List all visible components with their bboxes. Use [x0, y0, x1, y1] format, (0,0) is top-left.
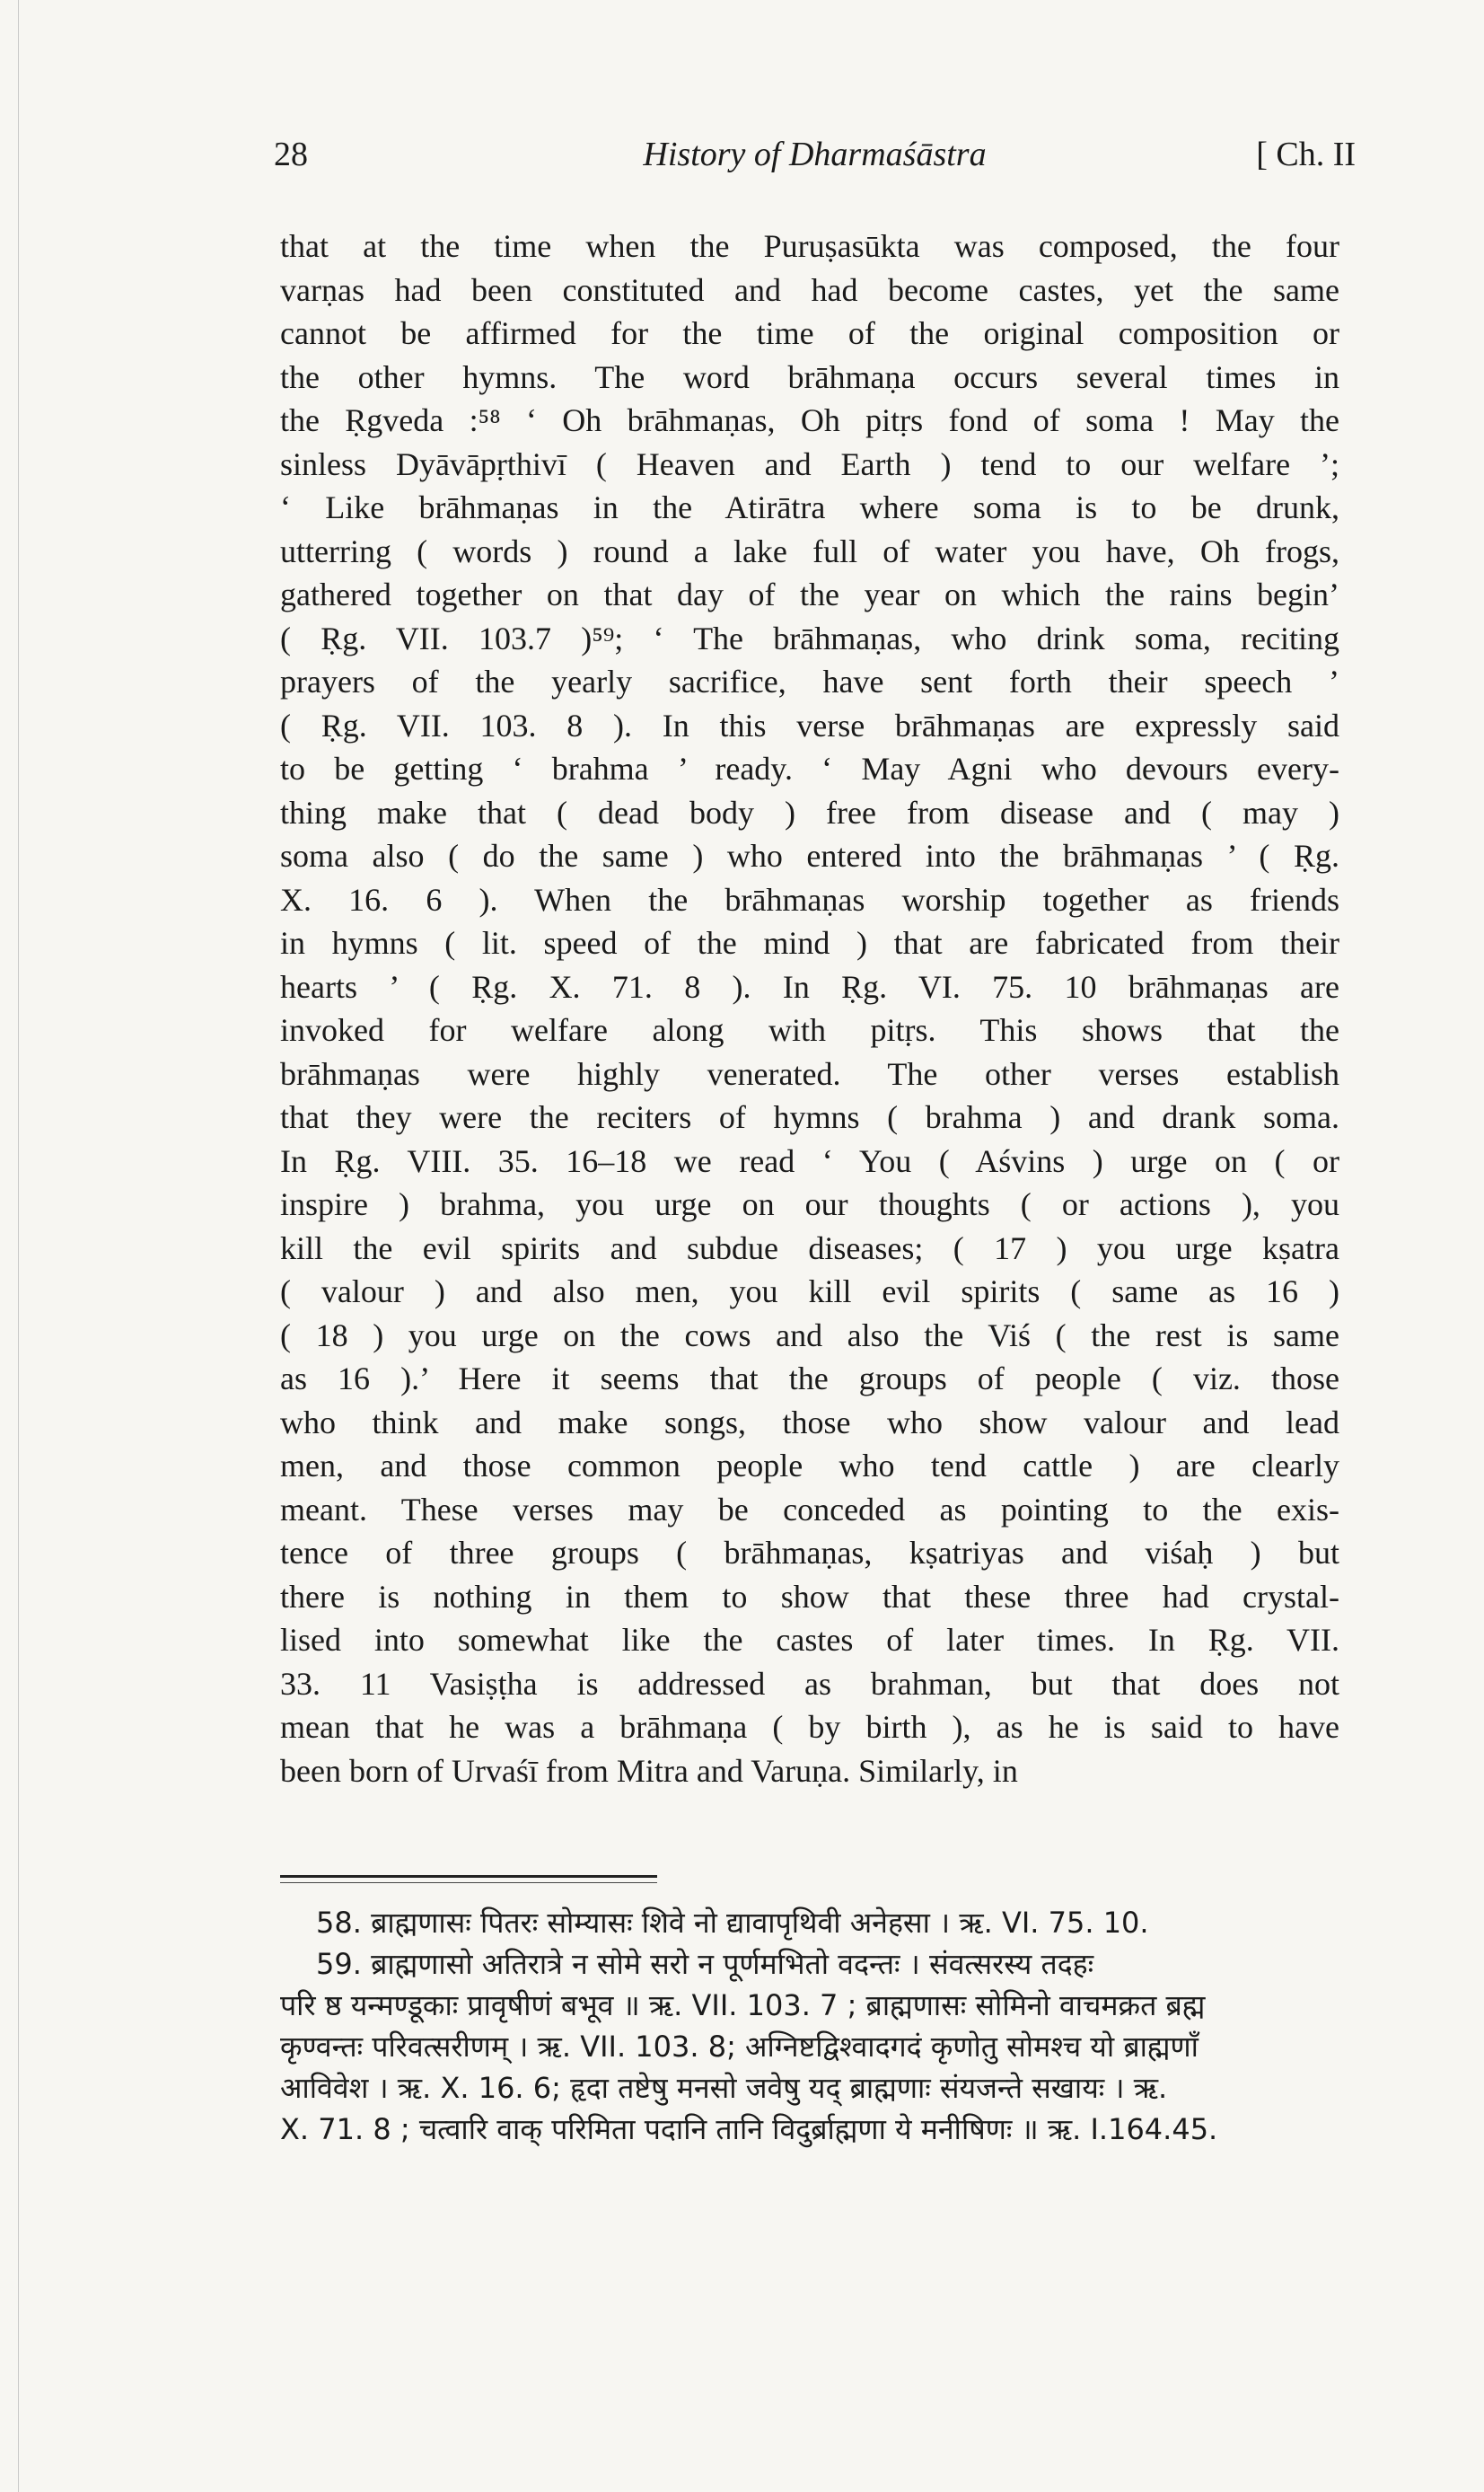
page-header: [274, 135, 1356, 189]
body-line: soma also ( do the same ) who entered into the brāhmaṇas ’ ( Ṛg.: [280, 838, 1339, 874]
body-line: gathered together on that day of the year on which the rains begin’: [280, 577, 1339, 612]
body-line: the other hymns. The word brāhmaṇa occurs several times in: [280, 358, 1339, 395]
body-line: been born of Urvaśī from Mitra and Varuṇa. Similarly, in: [280, 1752, 1018, 1789]
footnote-line: कृण्वन्तः परिवत्सरीणम् । ऋ. VII. 103. 8; अग्निष्टद्विश्वादगदं कृणोतु सोमश्च यो ब्राह्मणाँ: [280, 2030, 1199, 2064]
page-edge-line: [18, 0, 19, 2492]
footnote-line: X. 71. 8 ; चत्वारि वाक् परिमिता पदानि तानि विदुर्ब्राह्मणा ये मनीषिणः ॥ ऋ. I.164.45.: [280, 2112, 1218, 2146]
body-line: ( valour ) and also men, you kill evil spirits ( same as 16 ): [280, 1273, 1339, 1309]
body-line: who think and make songs, those who show valour and lead: [280, 1404, 1339, 1440]
running-title: History of Dharmaśāstra: [643, 136, 987, 173]
footnote-58: 58. ब्राह्मणासः पितरः सोम्यासः शिवे नो द्यावापृथिवी अनेहसा । ऋ. VI. 75. 10.: [316, 1906, 1149, 1940]
body-line: ( Ṛg. VII. 103.7 )⁵⁹; ‘ The brāhmaṇas, who drink soma, reciting: [280, 620, 1339, 656]
body-line: invoked for welfare along with pitṛs. This shows that the: [280, 1012, 1339, 1048]
body-line: to be getting ‘ brahma ’ ready. ‘ May Agni who devours every-: [280, 751, 1339, 787]
footnote-rule: [280, 1875, 657, 1878]
body-line: there is nothing in them to show that these three had crystal-: [280, 1578, 1339, 1615]
body-line: prayers of the yearly sacrifice, have sent forth their speech ’: [280, 664, 1339, 700]
body-line: utterring ( words ) round a lake full of water you have, Oh frogs,: [280, 533, 1339, 569]
body-line: 33. 11 Vasiṣṭha is addressed as brahman, but that does not: [280, 1665, 1339, 1702]
body-line: ( Ṛg. VII. 103. 8 ). In this verse brāhmaṇas are expressly said: [280, 707, 1339, 744]
footnote-line: आविवेश । ऋ. X. 16. 6; हृदा तष्टेषु मनसो जवेषु यद् ब्राह्मणाः संयजन्ते सखायः । ऋ.: [280, 2071, 1168, 2105]
body-line: varṇas had been constituted and had become castes, yet the same: [280, 271, 1339, 308]
body-line: meant. These verses may be conceded as pointing to the exis-: [280, 1491, 1339, 1528]
footnote-line: परि ष्ठ यन्मण्डूकाः प्रावृषीणं बभूव ॥ ऋ. VII. 103. 7 ; ब्राह्मणासः सोमिनो वाचमक्रत ब्रह्म: [280, 1988, 1206, 2022]
body-line: thing make that ( dead body ) free from disease and ( may ): [280, 794, 1339, 831]
body-line: as 16 ).’ Here it seems that the groups of people ( viz. those: [280, 1360, 1339, 1396]
body-line: mean that he was a brāhmaṇa ( by birth ), as he is said to have: [280, 1709, 1339, 1745]
body-line: ‘ Like brāhmaṇas in the Atirātra where soma is to be drunk,: [280, 489, 1339, 525]
body-line: lised into somewhat like the castes of later times. In Ṛg. VII.: [280, 1622, 1339, 1658]
footnote-rule-thin: [280, 1882, 657, 1883]
body-line: cannot be affirmed for the time of the original composition or: [280, 315, 1339, 351]
body-line: ( 18 ) you urge on the cows and also the Viś ( the rest is same: [280, 1316, 1339, 1353]
page-number: 28: [274, 136, 308, 173]
body-line: kill the evil spirits and subdue diseases; ( 17 ) you urge kṣatra: [280, 1229, 1339, 1266]
body-line: men, and those common people who tend cattle ) are clearly: [280, 1448, 1339, 1484]
footnote-59: 59. ब्राह्मणासो अतिरात्रे न सोमे सरो न पूर्णमभितो वदन्तः । संवत्सरस्य तदहः: [316, 1947, 1094, 1981]
body-line: that they were the reciters of hymns ( brahma ) and drank soma.: [280, 1099, 1339, 1135]
body-line: brāhmaṇas were highly venerated. The other verses establish: [280, 1055, 1339, 1092]
body-line: In Ṛg. VIII. 35. 16–18 we read ‘ You ( Aśvins ) urge on ( or: [280, 1142, 1339, 1179]
body-line: sinless Dyāvāpṛthivī ( Heaven and Earth ) tend to our welfare ’;: [280, 445, 1339, 482]
body-line: X. 16. 6 ). When the brāhmaṇas worship together as friends: [280, 881, 1339, 918]
body-line: that at the time when the Puruṣasūkta was composed, the four: [280, 228, 1339, 264]
footnotes: [280, 1902, 1339, 2150]
body-line: in hymns ( lit. speed of the mind ) that are fabricated from their: [280, 925, 1339, 961]
chapter-label: [ Ch. II: [1256, 136, 1356, 173]
body-line: tence of three groups ( brāhmaṇas, kṣatriyas and viśaḥ ) but: [280, 1535, 1339, 1571]
body-line: inspire ) brahma, you urge on our thoughts ( or actions ), you: [280, 1186, 1339, 1222]
body-text: [280, 225, 1339, 1792]
body-line: hearts ’ ( Ṛg. X. 71. 8 ). In Ṛg. VI. 75. 10 brāhmaṇas are: [280, 968, 1339, 1005]
body-line: the Ṛgveda :⁵⁸ ‘ Oh brāhmaṇas, Oh pitṛs fond of soma ! May the: [280, 402, 1339, 438]
